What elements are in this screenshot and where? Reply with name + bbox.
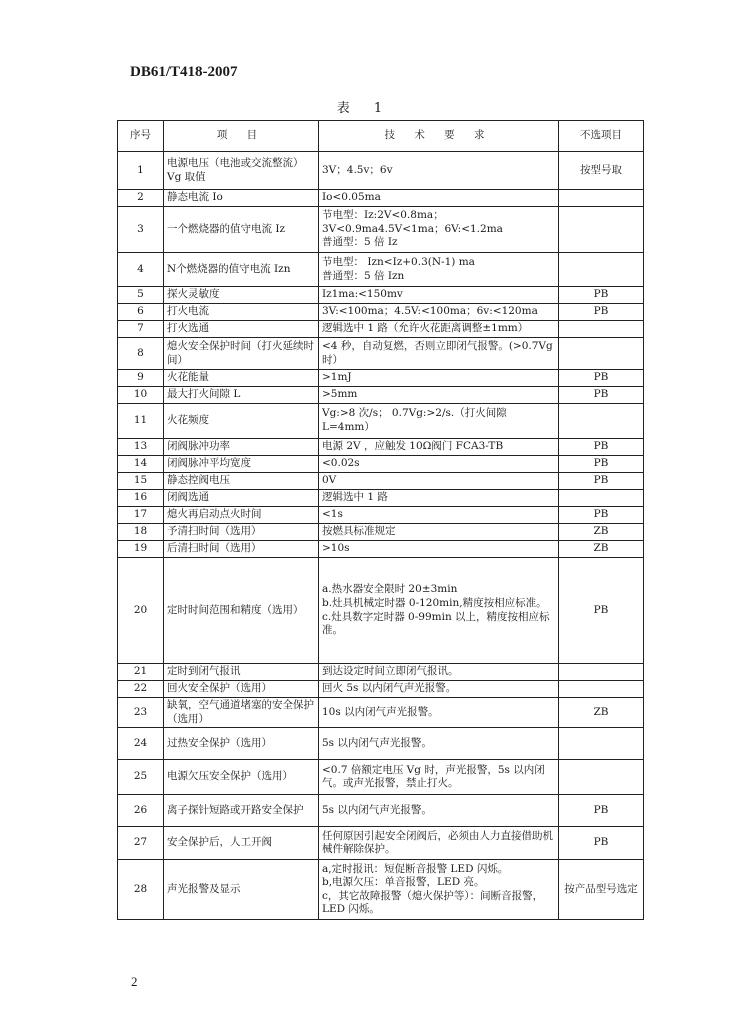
row-item: 静态电流 Io xyxy=(164,190,319,207)
column-header-requirement: 技 术 要 求 xyxy=(319,121,559,152)
row-number: 6 xyxy=(118,304,164,321)
row-requirement: 回火 5s 以内闭气声光报警。 xyxy=(319,681,559,698)
row-item: 探火灵敏度 xyxy=(164,287,319,304)
row-option: PB xyxy=(559,558,644,664)
row-number: 2 xyxy=(118,190,164,207)
column-header-number: 序号 xyxy=(118,121,164,152)
table-body xyxy=(118,152,644,920)
table-row xyxy=(118,287,644,304)
row-number: 22 xyxy=(118,681,164,698)
row-item: 熄火安全保护时间（打火延续时间） xyxy=(164,338,319,370)
row-number: 16 xyxy=(118,490,164,507)
row-item: 后清扫时间（选用） xyxy=(164,541,319,558)
row-requirement: 5s 以内闭气声光报警。 xyxy=(319,795,559,827)
row-number: 11 xyxy=(118,404,164,439)
row-item: 予清扫时间（选用） xyxy=(164,524,319,541)
table-row xyxy=(118,456,644,473)
row-item: 定时时间范围和精度（选用） xyxy=(164,558,319,664)
row-requirement: Io<0.05ma xyxy=(319,190,559,207)
row-item: 离子探针短路或开路安全保护 xyxy=(164,795,319,827)
row-option: ZB xyxy=(559,698,644,728)
row-option: ZB xyxy=(559,524,644,541)
row-option: PB xyxy=(559,456,644,473)
row-option xyxy=(559,404,644,439)
row-item: 电源电压（电池或交流整流）Vg 取值 xyxy=(164,152,319,190)
row-option xyxy=(559,253,644,287)
table-header-row xyxy=(118,121,644,152)
row-requirement: 按燃具标准规定 xyxy=(319,524,559,541)
row-option: PB xyxy=(559,287,644,304)
row-requirement: <0.7 倍额定电压 Vg 时，声光报警，5s 以内闭气。或声光报警，禁止打火。 xyxy=(319,760,559,795)
row-number: 18 xyxy=(118,524,164,541)
row-item: 安全保护后，人工开阀 xyxy=(164,827,319,860)
row-requirement: >5mm xyxy=(319,387,559,404)
page-number: 2 xyxy=(131,974,138,989)
column-header-option: 不选项目 xyxy=(559,121,644,152)
table-row xyxy=(118,253,644,287)
row-requirement: <0.02s xyxy=(319,456,559,473)
row-requirement: 逻辑选中 1 路（允许火花距离调整±1mm） xyxy=(319,321,559,338)
row-number: 19 xyxy=(118,541,164,558)
row-option xyxy=(559,338,644,370)
table-row xyxy=(118,681,644,698)
table-row xyxy=(118,558,644,664)
row-option xyxy=(559,681,644,698)
row-option: 按产品型号选定 xyxy=(559,860,644,920)
table-row xyxy=(118,439,644,456)
row-number: 13 xyxy=(118,439,164,456)
row-number: 14 xyxy=(118,456,164,473)
table-row xyxy=(118,507,644,524)
row-item: 定时到闭气报讯 xyxy=(164,664,319,681)
table-row xyxy=(118,827,644,860)
row-requirement: Iz1ma:<150mv xyxy=(319,287,559,304)
table-row xyxy=(118,152,644,190)
row-number: 27 xyxy=(118,827,164,860)
row-option xyxy=(559,728,644,760)
row-requirement: a.热水器安全限时 20±3min b.灶具机械定时器 0-120min,精度按相应标准。 c.灶具数字定时器 0-99min 以上，精度按相应标准。 xyxy=(319,558,559,664)
row-option xyxy=(559,207,644,253)
row-item: 一个燃烧器的值守电流 Iz xyxy=(164,207,319,253)
table-row xyxy=(118,490,644,507)
row-number: 1 xyxy=(118,152,164,190)
row-option: PB xyxy=(559,439,644,456)
row-number: 20 xyxy=(118,558,164,664)
row-requirement: 3V；4.5v；6v xyxy=(319,152,559,190)
table-row xyxy=(118,524,644,541)
table-row xyxy=(118,207,644,253)
table-row xyxy=(118,338,644,370)
row-requirement: a,定时报讯：短促断音报警 LED 闪烁。 b,电源欠压：单音报警，LED 亮。 c，其它故障报警（熄火保护等）：间断音报警，LED 闪烁。 xyxy=(319,860,559,920)
row-option: PB xyxy=(559,507,644,524)
table-row xyxy=(118,387,644,404)
row-option: PB xyxy=(559,387,644,404)
row-number: 8 xyxy=(118,338,164,370)
table-row xyxy=(118,698,644,728)
row-option xyxy=(559,490,644,507)
table-row xyxy=(118,304,644,321)
table-row xyxy=(118,321,644,338)
row-requirement: 电源 2V ，应触发 10Ω阀门 FCA3-TB xyxy=(319,439,559,456)
row-number: 24 xyxy=(118,728,164,760)
row-item: 回火安全保护（选用） xyxy=(164,681,319,698)
row-item: 静态控阀电压 xyxy=(164,473,319,490)
row-item: 打火电流 xyxy=(164,304,319,321)
row-option xyxy=(559,760,644,795)
row-item: 闭阀脉冲平均宽度 xyxy=(164,456,319,473)
row-requirement: 任何原因引起安全闭阀后，必须由人力直接借助机械件解除保护。 xyxy=(319,827,559,860)
row-item: 过热安全保护（选用） xyxy=(164,728,319,760)
row-requirement: <4 秒，自动复燃，否则立即闭气报警。(>0.7Vg 时） xyxy=(319,338,559,370)
table-row xyxy=(118,728,644,760)
row-requirement: 10s 以内闭气声光报警。 xyxy=(319,698,559,728)
row-requirement: 0V xyxy=(319,473,559,490)
row-requirement: >1mJ xyxy=(319,370,559,387)
row-item: 火花频度 xyxy=(164,404,319,439)
row-option: PB xyxy=(559,795,644,827)
row-requirement: Vg:>8 次/s； 0.7Vg:>2/s.（打火间隙 L=4mm） xyxy=(319,404,559,439)
row-number: 26 xyxy=(118,795,164,827)
row-number: 10 xyxy=(118,387,164,404)
row-number: 7 xyxy=(118,321,164,338)
row-item: N个燃烧器的值守电流 Izn xyxy=(164,253,319,287)
spec-table xyxy=(117,120,644,920)
table-row xyxy=(118,664,644,681)
row-item: 闭阀选通 xyxy=(164,490,319,507)
row-option: PB xyxy=(559,304,644,321)
row-option xyxy=(559,321,644,338)
row-number: 23 xyxy=(118,698,164,728)
row-option: PB xyxy=(559,370,644,387)
row-option: PB xyxy=(559,473,644,490)
row-number: 25 xyxy=(118,760,164,795)
table-row xyxy=(118,760,644,795)
row-number: 15 xyxy=(118,473,164,490)
table-row xyxy=(118,860,644,920)
row-item: 熄火再启动点火时间 xyxy=(164,507,319,524)
row-item: 最大打火间隙 L xyxy=(164,387,319,404)
row-number: 5 xyxy=(118,287,164,304)
row-requirement: 节电型： Izn<Iz+0.3(N-1) ma 普通型：5 倍 Izn xyxy=(319,253,559,287)
row-option xyxy=(559,664,644,681)
table-row xyxy=(118,473,644,490)
row-item: 闭阀脉冲功率 xyxy=(164,439,319,456)
row-number: 9 xyxy=(118,370,164,387)
row-option: ZB xyxy=(559,541,644,558)
row-number: 28 xyxy=(118,860,164,920)
row-item: 声光报警及显示 xyxy=(164,860,319,920)
row-item: 火花能量 xyxy=(164,370,319,387)
row-requirement: 5s 以内闭气声光报警。 xyxy=(319,728,559,760)
row-requirement: <1s xyxy=(319,507,559,524)
row-number: 17 xyxy=(118,507,164,524)
row-number: 21 xyxy=(118,664,164,681)
table-caption: 表 1 xyxy=(336,101,393,116)
row-option xyxy=(559,190,644,207)
row-requirement: 3V:<100ma；4.5V:<100ma；6v:<120ma xyxy=(319,304,559,321)
column-header-item: 项 目 xyxy=(164,121,319,152)
row-item: 打火选通 xyxy=(164,321,319,338)
row-requirement: 逻辑选中 1 路 xyxy=(319,490,559,507)
row-option: 按型号取 xyxy=(559,152,644,190)
table-row xyxy=(118,370,644,387)
document-code: DB61/T418-2007 xyxy=(130,64,238,80)
table-row xyxy=(118,190,644,207)
table-row xyxy=(118,404,644,439)
row-number: 4 xyxy=(118,253,164,287)
row-requirement: 到达设定时间立即闭气报讯。 xyxy=(319,664,559,681)
table-row xyxy=(118,795,644,827)
row-number: 3 xyxy=(118,207,164,253)
row-item: 缺氧，空气通道堵塞的安全保护（选用） xyxy=(164,698,319,728)
table-row xyxy=(118,541,644,558)
row-requirement: >10s xyxy=(319,541,559,558)
row-item: 电源欠压安全保护（选用） xyxy=(164,760,319,795)
row-option: PB xyxy=(559,827,644,860)
row-requirement: 节电型：Iz:2V<0.8ma；3V<0.9ma4.5V<1ma；6V:<1.2ma 普通型：5 倍 Iz xyxy=(319,207,559,253)
